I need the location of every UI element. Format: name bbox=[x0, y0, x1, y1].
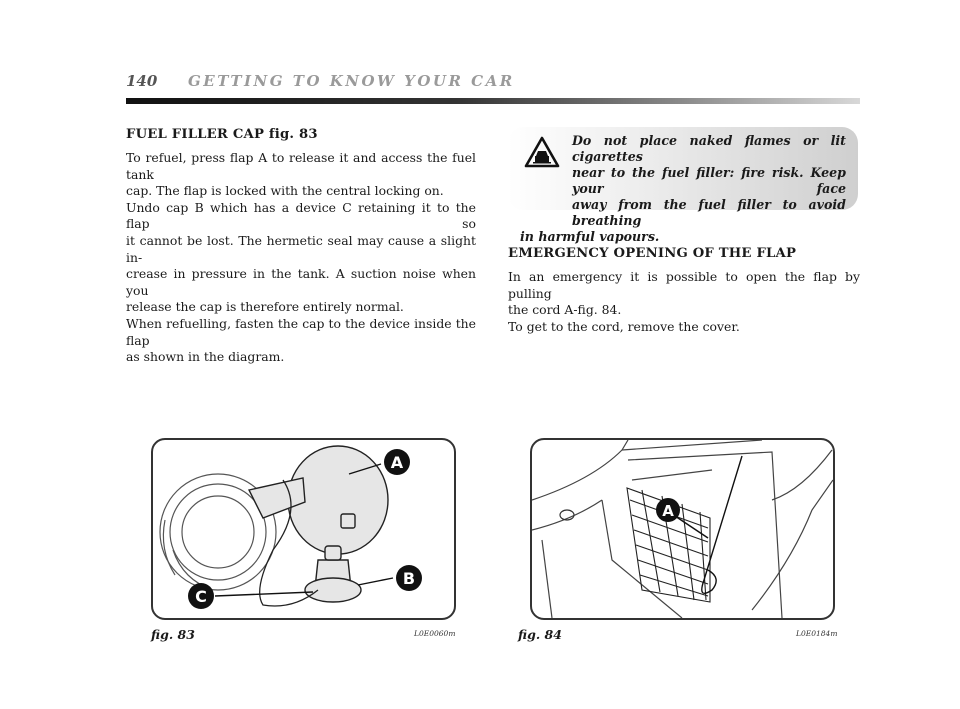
emergency-heading: EMERGENCY OPENING OF THE FLAP bbox=[508, 246, 797, 261]
label-a-marker bbox=[656, 498, 680, 522]
emergency-cord-illustration bbox=[532, 440, 833, 618]
fuel-filler-line: cap. The flap is locked with the central locking on. bbox=[126, 183, 444, 199]
label-b: B bbox=[402, 569, 416, 588]
figure-84 bbox=[530, 438, 835, 620]
emergency-line: the cord A-fig. 84. bbox=[508, 302, 622, 318]
fuel-filler-line: Undo cap B which has a device C retaining it to the flap so bbox=[126, 199, 476, 232]
header-rule bbox=[126, 98, 860, 104]
emergency-line: In an emergency it is possible to open the flap by pulling bbox=[508, 269, 860, 301]
warning-box bbox=[508, 127, 858, 244]
page-number: 140 bbox=[126, 72, 158, 90]
label-a: A bbox=[662, 502, 674, 520]
label-b-marker bbox=[396, 565, 422, 591]
label-a: A bbox=[390, 453, 404, 472]
fuel-cap-illustration bbox=[153, 440, 454, 618]
figure-83 bbox=[151, 438, 456, 620]
warning-line: away from the fuel filler to avoid breathing bbox=[572, 197, 846, 228]
warning-line: in harmful vapours. bbox=[520, 229, 660, 244]
fuel-filler-line: release the cap is therefore entirely normal. bbox=[126, 299, 404, 315]
fuel-filler-line: crease in pressure in the tank. A suction noise when you bbox=[126, 266, 476, 298]
fuel-filler-section bbox=[126, 127, 476, 366]
figure-84-code: L0E0184m bbox=[796, 629, 838, 638]
fuel-filler-line: When refuelling, fasten the cap to the device inside the flap bbox=[126, 315, 476, 348]
running-title: GETTING TO KNOW YOUR CAR bbox=[188, 72, 515, 90]
fuel-warning-icon bbox=[524, 136, 560, 168]
figure-84-caption: fig. 84 bbox=[518, 627, 562, 642]
label-a-marker bbox=[384, 449, 410, 475]
warning-line: Do not place naked flames or lit cigarettes bbox=[572, 133, 846, 164]
fuel-filler-line: To refuel, press flap A to release it and access the fuel tank bbox=[126, 150, 476, 182]
emergency-section bbox=[508, 246, 860, 335]
label-c: C bbox=[195, 587, 207, 606]
right-column bbox=[508, 127, 860, 335]
fuel-filler-line: as shown in the diagram. bbox=[126, 349, 285, 365]
label-c-marker bbox=[188, 583, 214, 609]
figure-83-caption: fig. 83 bbox=[151, 627, 195, 642]
fuel-filler-line: it cannot be lost. The hermetic seal may cause a slight in- bbox=[126, 232, 476, 265]
figure-83-code: L0E0060m bbox=[414, 629, 456, 638]
fuel-filler-heading: FUEL FILLER CAP fig. 83 bbox=[126, 127, 318, 142]
emergency-line: To get to the cord, remove the cover. bbox=[508, 318, 740, 334]
warning-line: near to the fuel filler: fire risk. Keep your face bbox=[572, 165, 846, 196]
